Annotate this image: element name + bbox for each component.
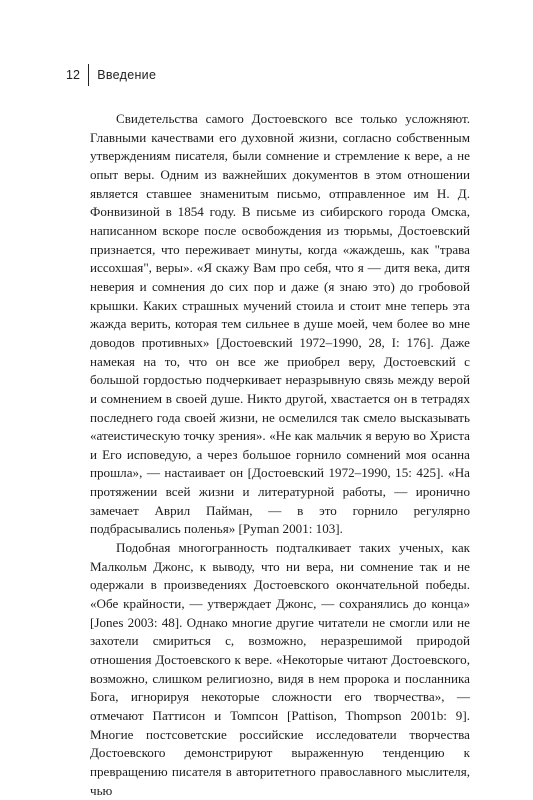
header-divider bbox=[88, 64, 89, 86]
page-number: 12 bbox=[66, 68, 80, 82]
running-header bbox=[66, 64, 156, 86]
section-title: Введение bbox=[97, 68, 157, 82]
paragraph-1: Свидетельства самого Достоевского все только усложняют. Главными качествами его духовной жизни, согласно собственным утверждениям писателя, были сомнение и стремление к вере, а не опыт веры. Одним из важнейших документов в этом отношении является ставшее знаменитым письмо, отправленное им Н. Д. Фонвизиной в 1854 году. В письме из сибирского города Омска, написанном вскоре после освобождения из тюрьмы, Достоевский признается, что переживает минуты, когда «жаждешь, как "трава иссохшая", веры». «Я скажу Вам про себя, что я — дитя века, дитя неверия и сомнения до сих пор и даже (я знаю это) до гробовой крышки. Каких страшных мучений стоила и стоит мне теперь эта жажда верить, которая тем сильнее в душе моей, чем более во мне доводов противных» [Достоевский 1972–1990, 28, I: 176]. Даже намекая на то, что он все же приобрел веру, Достоевский с большой гордостью подчеркивает неразрывную связь между верой и сомнением в своей душе. Никто другой, хвастается он в тетрадях последнего года своей жизни, не осмелился так смело высказывать «атеистическую точку зрения». «Не как мальчик я верую во Христа и Его исповедую, а через большое горнило сомнений моя осанна прошла», — настаивает он [Достоевский 1972–1990, 15: 425]. «На протяжении всей жизни и литературной работы, — иронично замечает Аврил Пайман, — в это горнило регулярно подбрасывались поленья» [Pyman 2001: 103]. bbox=[90, 111, 470, 537]
paragraph-2: Подобная многогранность подталкивает таких ученых, как Малкольм Джонс, к выводу, что ни вера, ни сомнение так и не одержали в произведениях Достоевского окончательной победы. «Обе крайности, — утверждает Джонс, — сохранялись до конца» [Jones 2003: 48]. Однако многие другие читатели не смогли или не захотели смириться с, возможно, неразрешимой природой отношения Достоевского к вере. «Некоторые читают Достоевского, возможно, слишком религиозно, видя в нем пророка и посланника Бога, игнорируя некоторые сложности его творчества», — отмечают Паттисон и Томпсон [Pattison, Thompson 2001b: 9]. Многие постсоветские российские исследователи творчества Достоевского демонстрируют выраженную тенденцию к превращению писателя в авторитетного православного мыслителя, чью bbox=[90, 540, 470, 798]
body-text bbox=[90, 110, 470, 800]
